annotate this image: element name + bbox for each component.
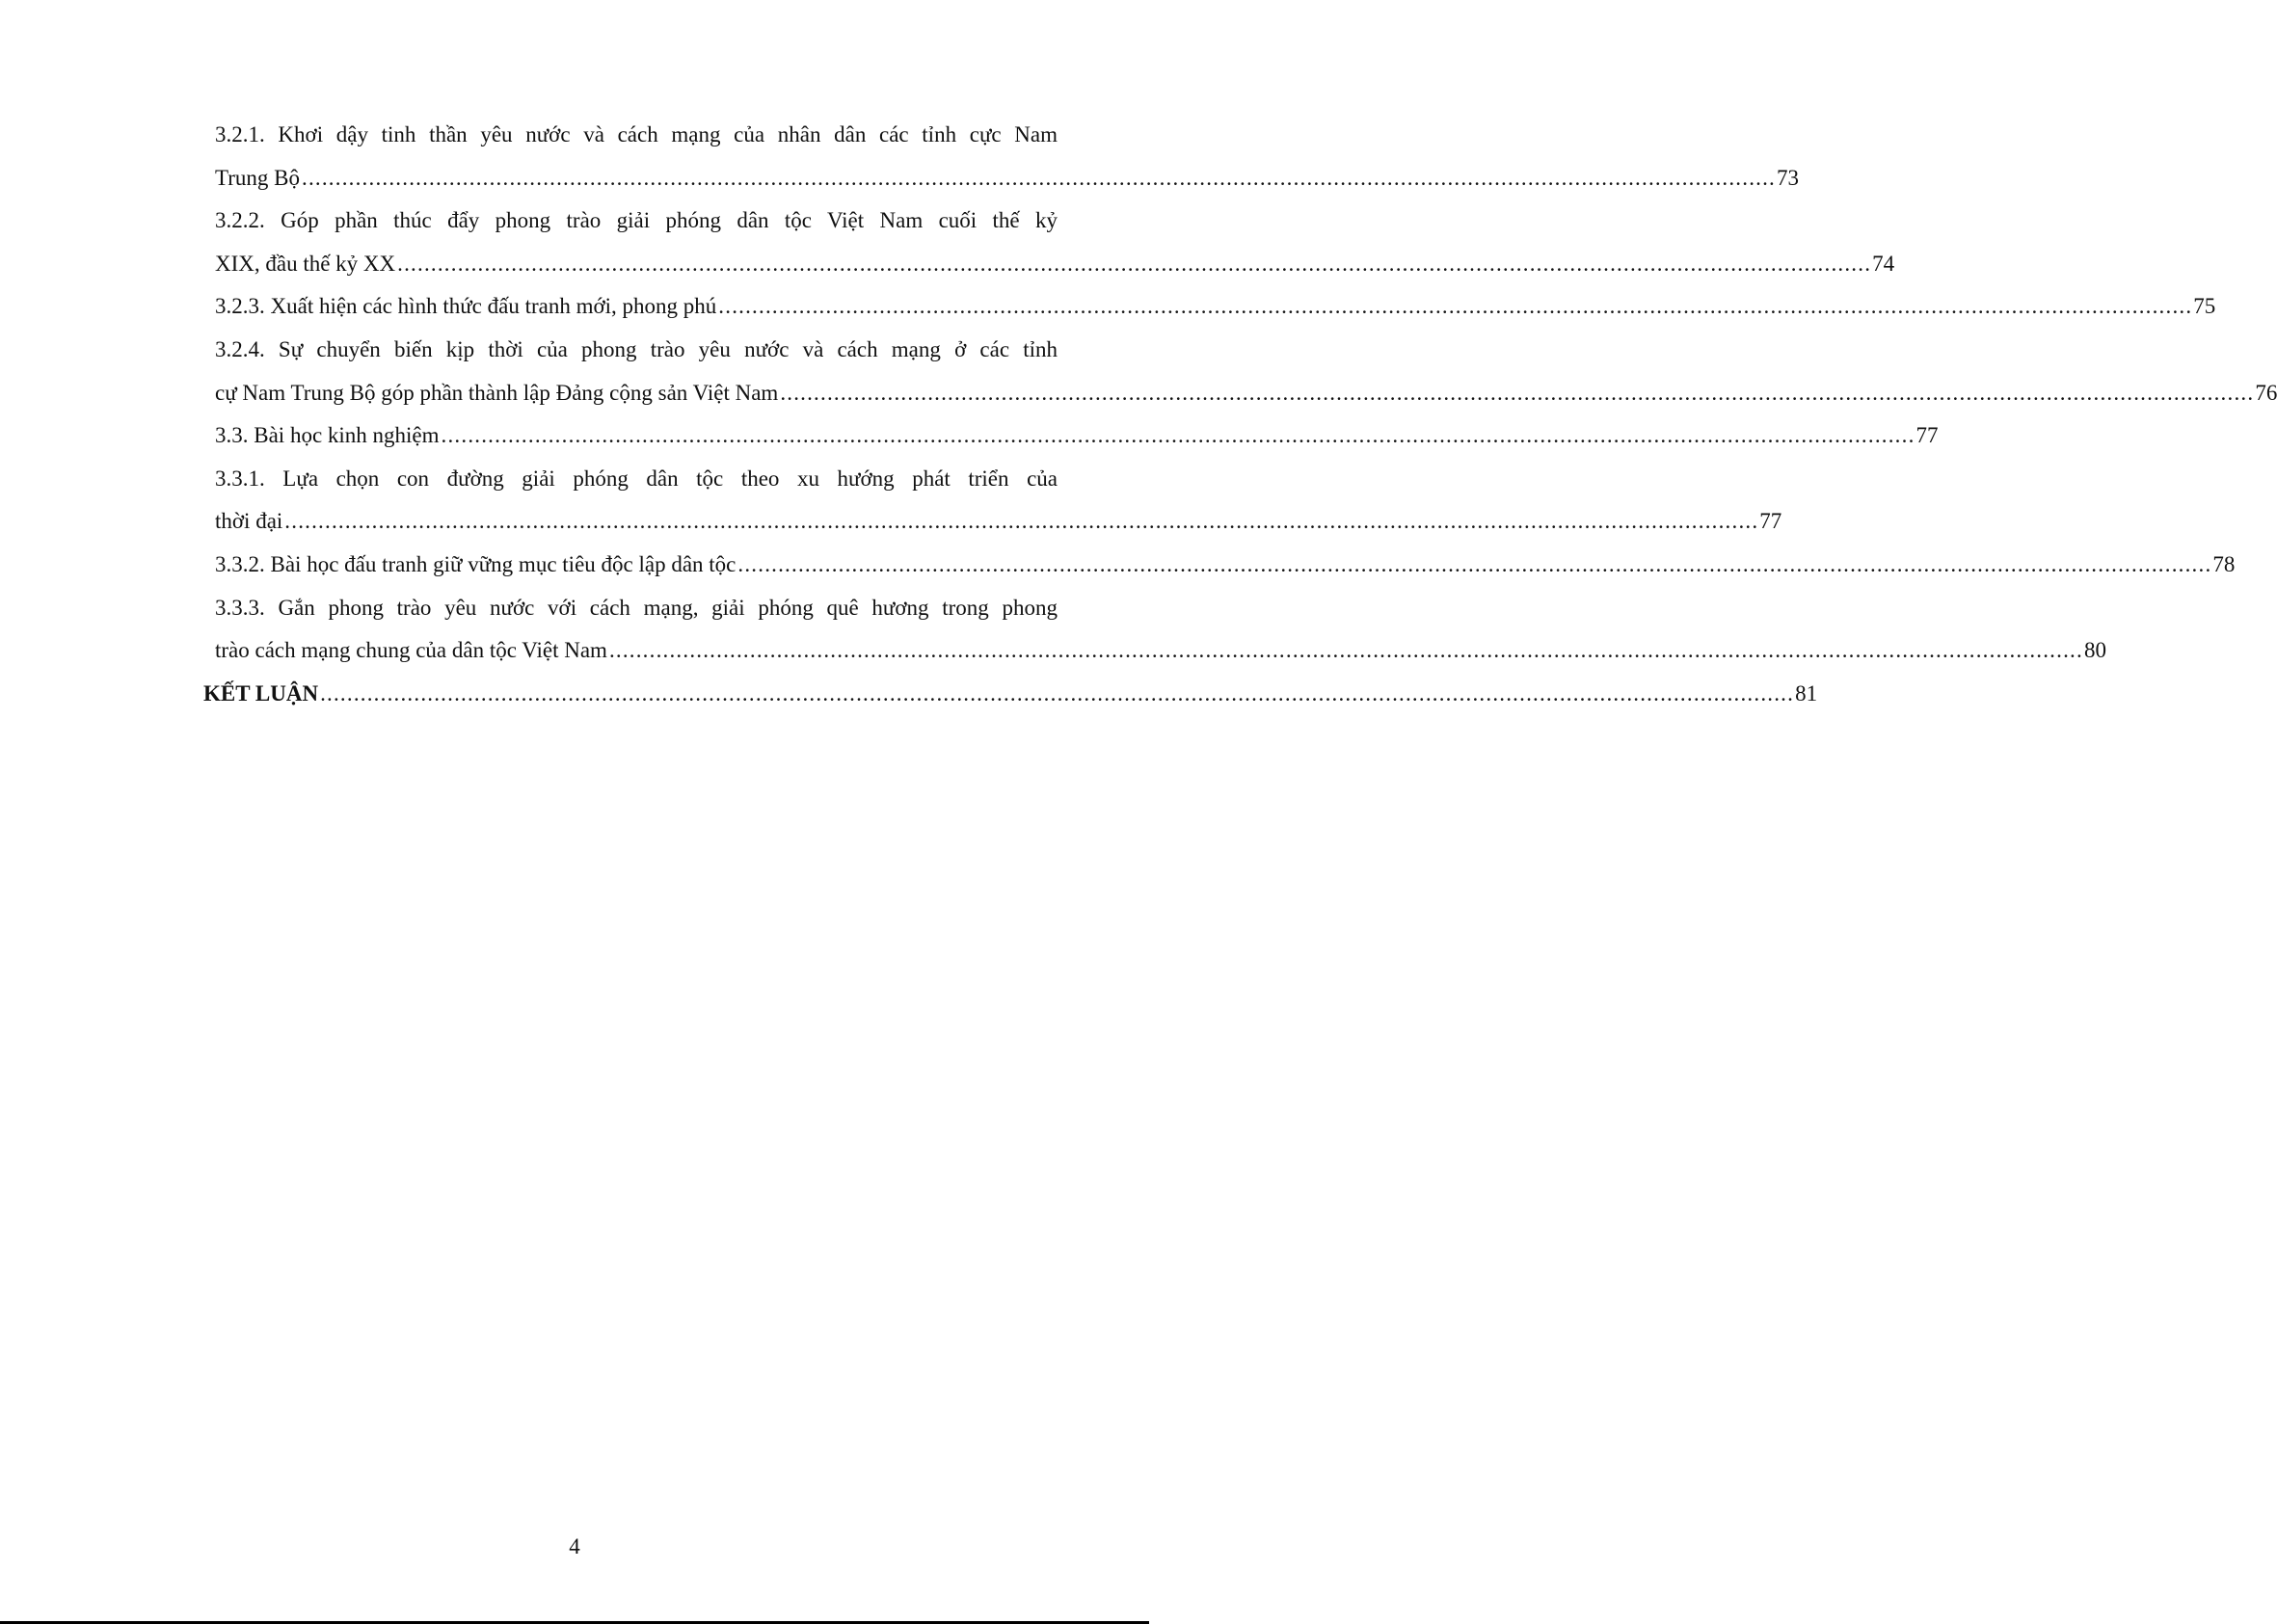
toc-page-number: 76 xyxy=(2255,380,2277,405)
toc-entry-title-line: 3.3.1. Lựa chọn con đường giải phóng dân tộc theo xu hướng phát triển của xyxy=(215,466,1058,491)
toc-entry-title: trào cách mạng chung của dân tộc Việt Nam xyxy=(215,638,607,663)
dot-leader: ............................................................................................................................................................................................................................ xyxy=(320,680,1795,706)
toc-entry-last-line xyxy=(215,629,2106,673)
dot-leader: ............................................................................................................................................................................................................................ xyxy=(737,551,2212,576)
toc-entry-title-line: 3.3.3. Gắn phong trào yêu nước với cách mạng, giải phóng quê hương trong phong xyxy=(215,595,1058,620)
toc-entry-last-line xyxy=(215,414,1939,458)
toc-page-number: 74 xyxy=(1872,251,1895,276)
page-number: 4 xyxy=(569,1534,580,1558)
toc-entry-3-3[interactable] xyxy=(215,414,1939,458)
toc-entry-last-line xyxy=(215,372,2277,415)
toc-entry-3-2-2[interactable] xyxy=(215,200,1895,285)
toc-entry-ket-luan[interactable] xyxy=(203,673,1818,716)
toc-entry-title: KẾT LUẬN xyxy=(203,680,319,706)
toc-entry-last-line xyxy=(215,544,2236,587)
dot-leader: ............................................................................................................................................................................................................................ xyxy=(397,251,1872,276)
dot-leader: ............................................................................................................................................................................................................................ xyxy=(302,165,1776,190)
toc-page-number: 73 xyxy=(1777,165,1799,190)
toc-page-number: 81 xyxy=(1795,680,1818,706)
table-of-contents xyxy=(203,114,2277,715)
toc-entry-title: Trung Bộ xyxy=(215,165,300,190)
toc-entry-title-line: 3.2.1. Khơi dậy tinh thần yêu nước và cách mạng của nhân dân các tỉnh cực Nam xyxy=(215,122,1058,146)
toc-entry-3-2-3[interactable] xyxy=(215,285,2216,329)
toc-entry-last-line xyxy=(215,285,2216,329)
toc-entry-last-line xyxy=(203,673,1818,716)
toc-entry-title-line: 3.2.4. Sự chuyển biến kịp thời của phong trào yêu nước và cách mạng ở các tỉnh xyxy=(215,336,1058,361)
toc-entry-3-2-1[interactable] xyxy=(215,114,1799,200)
toc-entry-3-2-4[interactable] xyxy=(215,329,2277,414)
toc-page-number: 77 xyxy=(1915,423,1939,448)
toc-entry-title: 3.3. Bài học kinh nghiệm xyxy=(215,423,440,448)
dot-leader: ............................................................................................................................................................................................................................ xyxy=(284,509,1759,534)
toc-page-number: 78 xyxy=(2212,551,2236,576)
toc-page-number: 80 xyxy=(2083,638,2106,663)
toc-entry-3-3-3[interactable] xyxy=(215,587,2106,673)
toc-entry-3-3-2[interactable] xyxy=(215,544,2236,587)
toc-entry-title: 3.2.3. Xuất hiện các hình thức đấu tranh mới, phong phú xyxy=(215,294,717,319)
toc-page-number: 77 xyxy=(1759,509,1782,534)
toc-entry-title: cự Nam Trung Bộ góp phần thành lập Đảng cộng sản Việt Nam xyxy=(215,380,779,405)
toc-entry-last-line xyxy=(215,500,1782,544)
toc-entry-title: 3.3.2. Bài học đấu tranh giữ vững mục tiêu độc lập dân tộc xyxy=(215,551,737,576)
toc-page-number: 75 xyxy=(2193,294,2216,319)
toc-entry-last-line xyxy=(215,157,1799,200)
dot-leader: ............................................................................................................................................................................................................................ xyxy=(780,380,2255,405)
dot-leader: ............................................................................................................................................................................................................................ xyxy=(608,638,2083,663)
toc-entry-title-line: 3.2.2. Góp phần thúc đẩy phong trào giải phóng dân tộc Việt Nam cuối thế kỷ xyxy=(215,208,1058,233)
toc-entry-title: XIX, đầu thế kỷ XX xyxy=(215,251,396,276)
dot-leader: ............................................................................................................................................................................................................................ xyxy=(441,423,1915,448)
toc-entry-3-3-1[interactable] xyxy=(215,458,1782,544)
toc-entry-title: thời đại xyxy=(215,509,283,534)
dot-leader: ............................................................................................................................................................................................................................ xyxy=(718,294,2193,319)
toc-entry-last-line xyxy=(215,243,1895,286)
